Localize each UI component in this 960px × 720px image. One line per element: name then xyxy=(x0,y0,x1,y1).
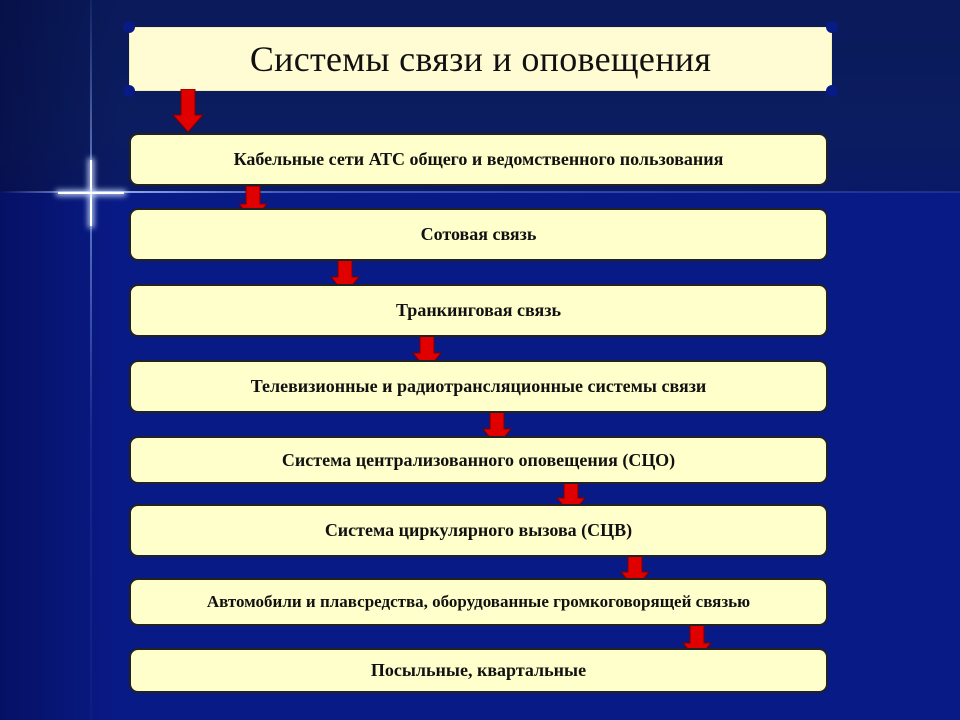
box-scv xyxy=(129,504,828,557)
box-label: Телевизионные и радиотрансляционные системы связи xyxy=(250,376,707,396)
banner-notch xyxy=(826,21,838,33)
box-label: Посыльные, квартальные xyxy=(370,660,587,680)
box-label: Сотовая связь xyxy=(420,224,537,244)
background-left-shade xyxy=(0,0,120,720)
banner-notch xyxy=(123,21,135,33)
vertical-light-line xyxy=(90,0,92,720)
box-cable-networks xyxy=(129,133,828,186)
box-cellular xyxy=(129,208,828,261)
page-title: Системы связи и оповещения xyxy=(249,39,712,79)
box-label: Автомобили и плавсредства, оборудованные громкоговорящей связью xyxy=(206,592,751,611)
banner-notch xyxy=(826,85,838,97)
box-label: Система централизованного оповещения (СЦО) xyxy=(281,449,676,470)
box-messengers xyxy=(129,648,828,693)
box-label: Транкинговая связь xyxy=(395,300,561,320)
box-tv-radio xyxy=(129,360,828,413)
box-sco xyxy=(129,436,828,484)
box-vehicles xyxy=(129,578,828,626)
sparkle-icon xyxy=(58,160,124,226)
banner-notch xyxy=(123,85,135,97)
box-label: Система циркулярного вызова (СЦВ) xyxy=(324,520,633,540)
box-label: Кабельные сети АТС общего и ведомственного пользования xyxy=(233,149,724,169)
down-arrow-icon xyxy=(172,89,204,133)
title-banner xyxy=(129,27,832,91)
box-trunking xyxy=(129,284,828,337)
horizontal-light-line xyxy=(0,191,960,193)
